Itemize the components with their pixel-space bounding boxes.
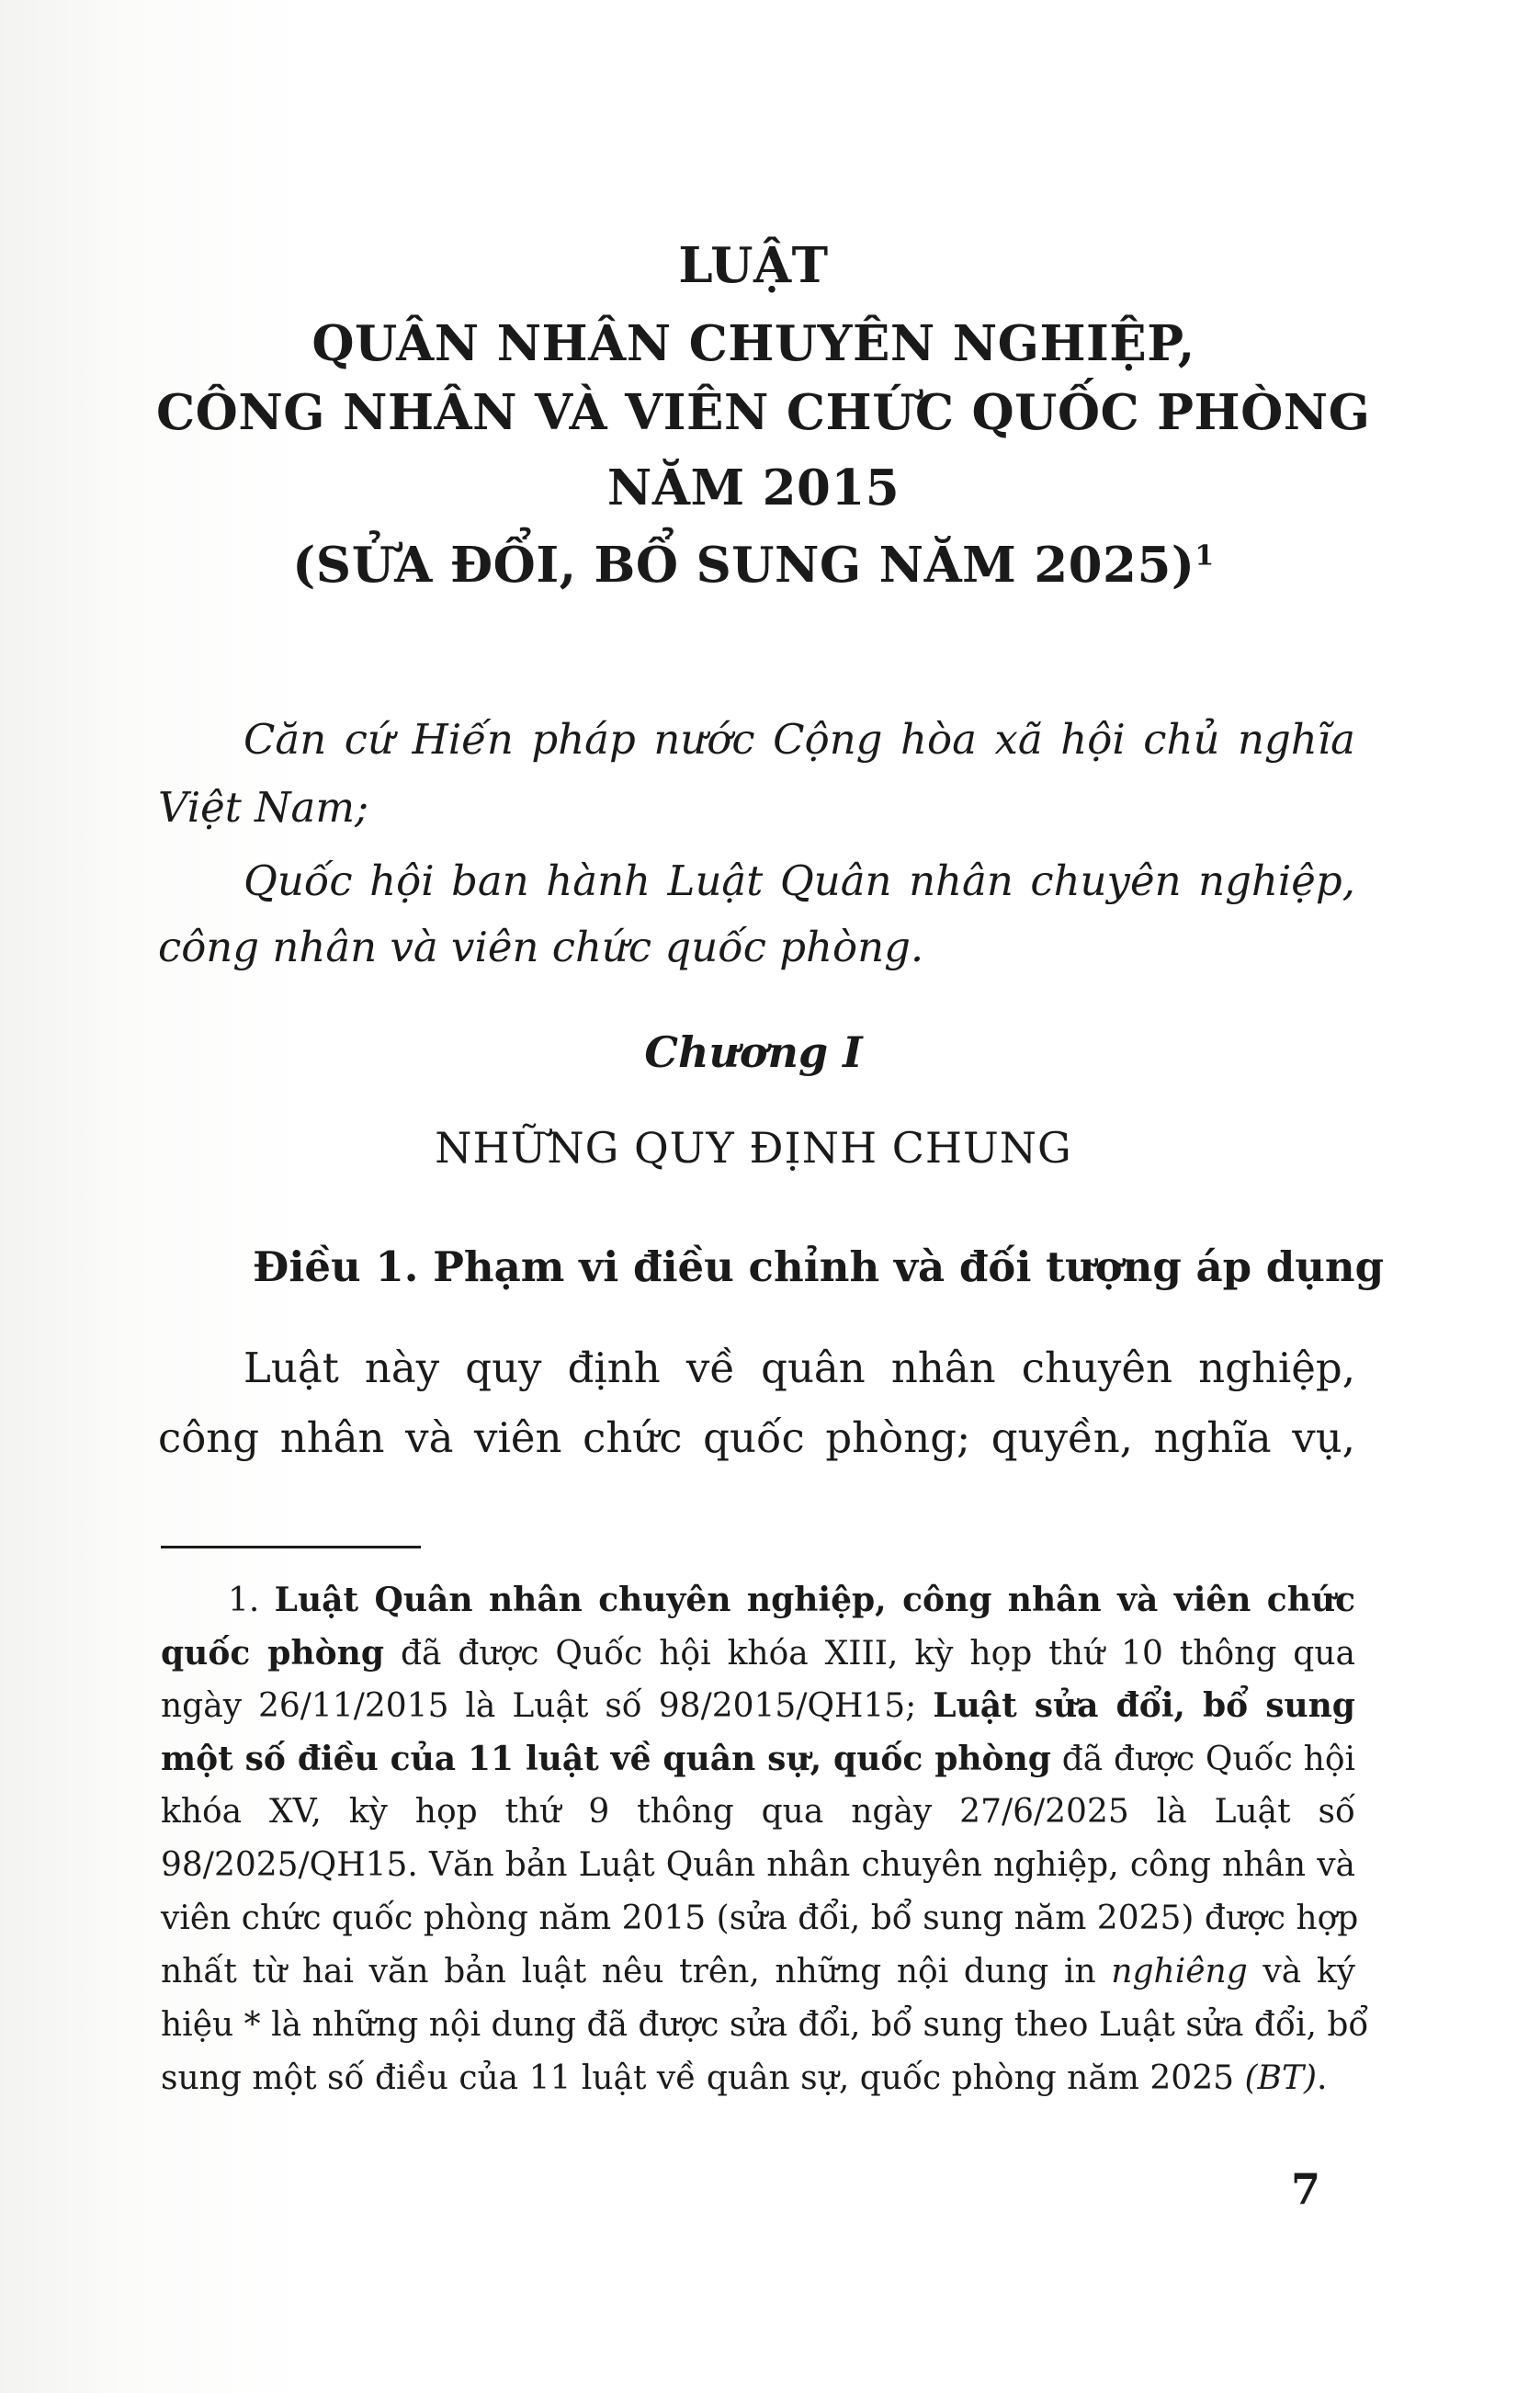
page-number: 7 [1291,2164,1321,2214]
footnote-number: 1. [228,1582,275,1619]
title-line-2: QUÂN NHÂN CHUYÊN NGHIỆP, [311,315,1195,372]
footnote-text-10a: sung một số điều của 11 luật về quân sự, quốc phòng năm 2025 [161,2059,1245,2097]
footnote-bold-2: quốc phòng [161,1634,385,1673]
footnote-text-8c: và ký [1247,1953,1355,1990]
footnote-line-8 [161,1953,1355,1990]
footnote-line-10 [161,2059,1355,2097]
preamble-line-1: Căn cứ Hiến pháp nước Cộng hòa xã hội chủ nghĩa [243,715,1355,764]
preamble-line-2: Việt Nam; [158,783,369,832]
footnote-text-10c: . [1317,2059,1328,2097]
article-1-line-1: Luật này quy định về quân nhân chuyên nghiệp, [243,1344,1355,1392]
title-line-3: CÔNG NHÂN VÀ VIÊN CHỨC QUỐC PHÒNG [156,384,1371,441]
chapter-title: NHỮNG QUY ĐỊNH CHUNG [435,1123,1072,1173]
article-1-line-2: công nhân và viên chức quốc phòng; quyền, nghĩa vụ, [158,1413,1355,1462]
footnote-separator [161,1546,421,1548]
footnote-italic-10: (BT) [1244,2059,1318,2097]
footnote-italic-8: nghiêng [1111,1953,1248,1990]
footnote-line-2 [161,1634,1355,1673]
title-line-5-text: (SỬA ĐỔI, BỔ SUNG NĂM 2025) [292,537,1195,594]
footnote-line-4 [161,1740,1355,1778]
title-line-4: NĂM 2015 [606,459,900,516]
footnote-line-3 [161,1686,1355,1725]
footnote-bold-3: Luật sửa đổi, bổ sung [933,1686,1355,1725]
footnote-bold-1: Luật Quân nhân chuyên nghiệp, công nhân và viên chức [274,1581,1355,1619]
footnote-line-7: viên chức quốc phòng năm 2015 (sửa đổi, bổ sung năm 2025) được hợp [161,1900,1359,1937]
footnote-text-3: ngày 26/11/2015 là Luật số 98/2015/QH15; [161,1687,934,1725]
footnote-text-8a: nhất từ hai văn bản luật nêu trên, những nội dung in [161,1953,1112,1990]
footnote-reference: 1 [1195,539,1215,573]
footnote-text-4: đã được Quốc hội [1050,1741,1356,1778]
title-line-5 [156,537,1351,594]
footnote-line-9: hiệu * là những nội dung đã được sửa đổi, bổ sung theo Luật sửa đổi, bổ [161,2006,1369,2044]
footnote-line-5: khóa XV, kỳ họp thứ 9 thông qua ngày 27/6/2025 là Luật số [161,1793,1355,1831]
preamble-line-4: công nhân và viên chức quốc phòng. [158,923,924,971]
chapter-label: Chương I [644,1027,863,1077]
footnote-line-1 [228,1581,1355,1619]
title-line-1: LUẬT [678,237,829,294]
footnote-text-2: đã được Quốc hội khóa XIII, kỳ họp thứ 10 thông qua [384,1635,1355,1673]
footnote-bold-4: một số điều của 11 luật về quân sự, quốc phòng [161,1740,1051,1778]
footnote-line-6: 98/2025/QH15. Văn bản Luật Quân nhân chuyên nghiệp, công nhân và [161,1846,1355,1884]
preamble-line-3: Quốc hội ban hành Luật Quân nhân chuyên nghiệp, [243,856,1355,905]
article-1-heading: Điều 1. Phạm vi điều chỉnh và đối tượng áp dụng [253,1242,1385,1291]
